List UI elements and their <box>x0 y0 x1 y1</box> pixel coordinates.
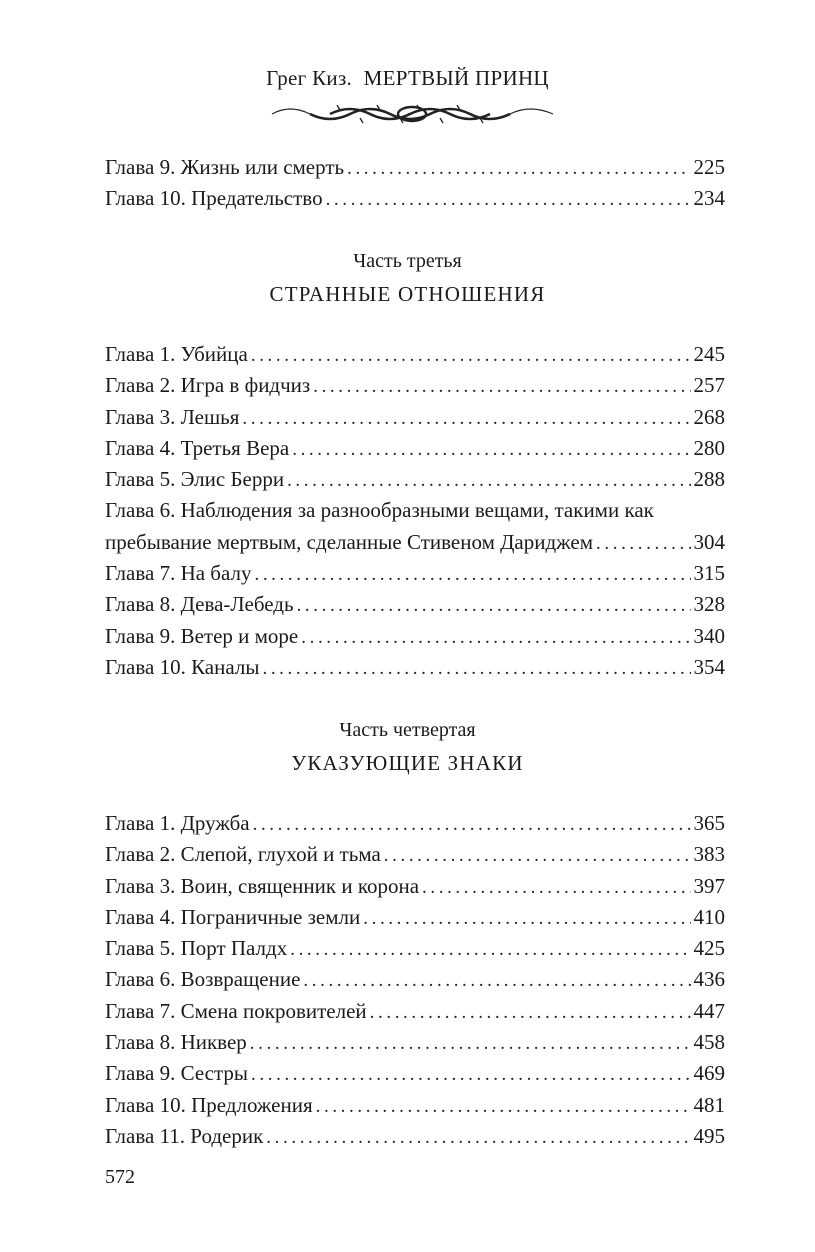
part-title: СТРАННЫЕ ОТНОШЕНИЯ <box>269 282 546 306</box>
toc-entry: Глава 5. Элис Берри ..... 288 <box>105 464 725 495</box>
toc-entry: Глава 8. Никвер ..... 458 <box>105 1027 725 1058</box>
toc-entry: Глава 9. Жизнь или смерть ..... 225 <box>105 152 725 183</box>
toc-entry: Глава 9. Сестры ..... 469 <box>105 1058 725 1089</box>
toc-entry: Глава 9. Ветер и море ..... 340 <box>105 621 725 652</box>
part-label: Часть третья <box>353 250 462 272</box>
running-head <box>0 66 815 91</box>
book-title: МЕРТВЫЙ ПРИНЦ <box>363 66 549 90</box>
toc-entry: Глава 7. Смена покровителей ..... 447 <box>105 996 725 1027</box>
toc-entry: Глава 10. Предложения ..... 481 <box>105 1090 725 1121</box>
toc-top <box>105 152 725 215</box>
toc-entry: Глава 2. Игра в фидчиз ..... 257 <box>105 370 725 401</box>
toc-entry-line1: Глава 6. Наблюдения за разнообразными вещами, такими как <box>105 498 654 523</box>
toc-entry: Глава 1. Убийца ..... 245 <box>105 339 725 370</box>
toc-entry: Глава 5. Порт Палдх ..... 425 <box>105 933 725 964</box>
toc-entry: Глава 2. Слепой, глухой и тьма ..... 383 <box>105 839 725 870</box>
toc-entry: Глава 3. Лешья ..... 268 <box>105 402 725 433</box>
toc-entry: Глава 7. На балу ..... 315 <box>105 558 725 589</box>
part-four-toc <box>105 808 725 1152</box>
page-number: 572 <box>105 1166 135 1188</box>
toc-entry: Глава 8. Дева-Лебедь ..... 328 <box>105 589 725 620</box>
thorn-vine-ornament-icon <box>270 100 555 128</box>
part-label: Часть четвертая <box>339 719 476 741</box>
toc-entry: Глава 6. Возвращение ..... 436 <box>105 964 725 995</box>
toc-entry: Глава 3. Воин, священник и корона ..... 397 <box>105 871 725 902</box>
part-four-heading <box>0 715 815 781</box>
toc-entry: Глава 10. Предательство ..... 234 <box>105 183 725 214</box>
toc-entry: Глава 1. Дружба ..... 365 <box>105 808 725 839</box>
author-name: Грег Киз. <box>266 66 353 90</box>
toc-entry-line2: пребывание мертвым, сделанные Стивеном Дариджем ..... 304 <box>105 527 725 558</box>
toc-entry: Глава 4. Пограничные земли ..... 410 <box>105 902 725 933</box>
toc-entry: Глава 10. Каналы ..... 354 <box>105 652 725 683</box>
part-three-heading <box>0 246 815 312</box>
part-title: УКАЗУЮЩИЕ ЗНАКИ <box>291 751 524 775</box>
toc-entry: Глава 4. Третья Вера ..... 280 <box>105 433 725 464</box>
part-three-toc <box>105 339 725 683</box>
toc-entry: Глава 11. Родерик ..... 495 <box>105 1121 725 1152</box>
